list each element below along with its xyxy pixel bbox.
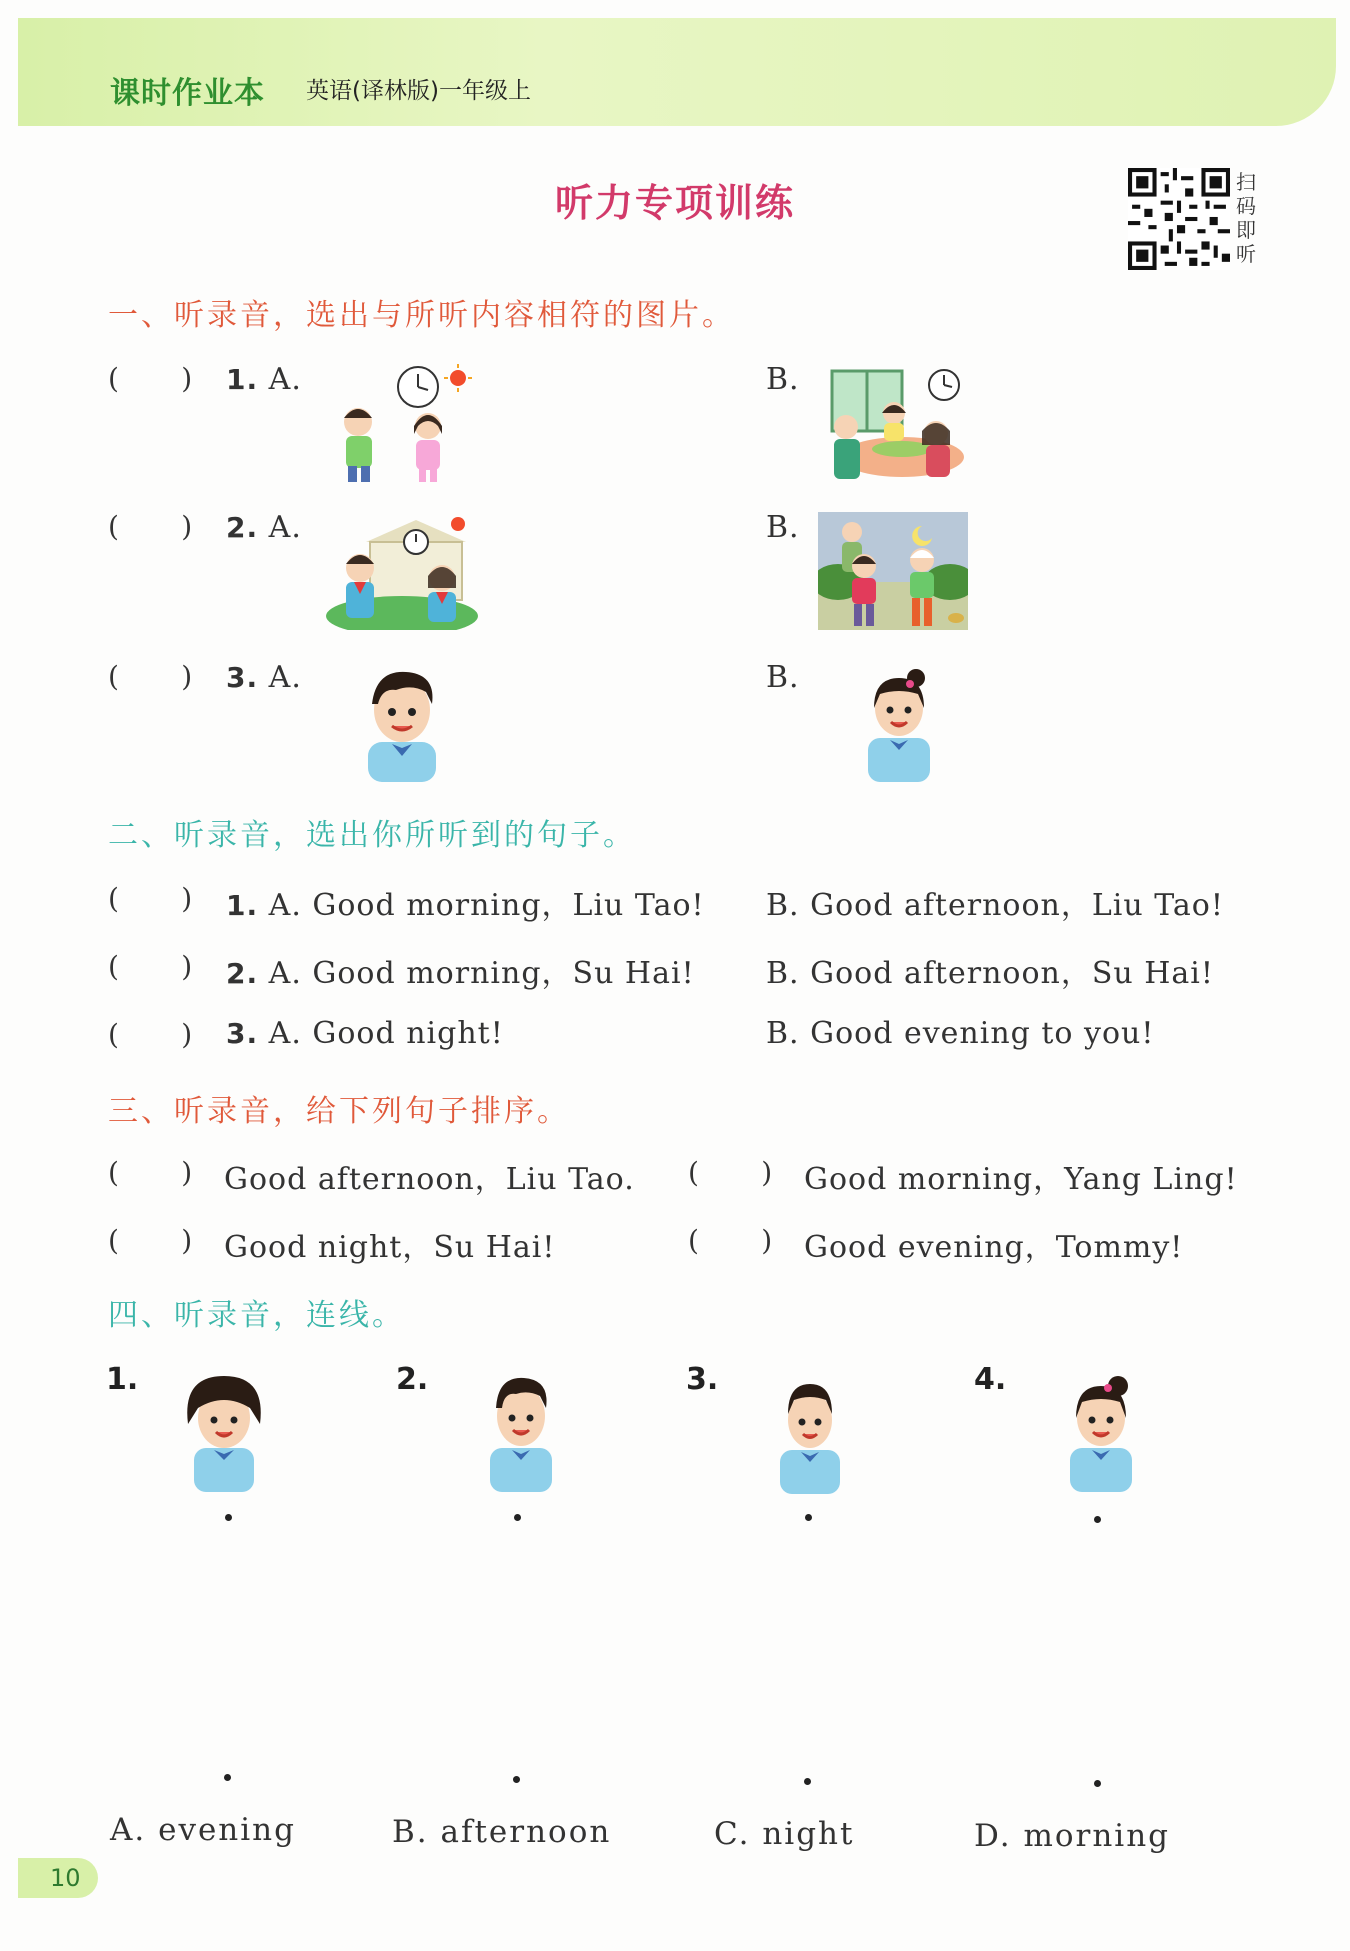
option-a-evening: A. evening bbox=[110, 1812, 296, 1848]
bottom-dot-d[interactable] bbox=[1094, 1780, 1101, 1787]
section2-heading: 二、听录音，选出你所听到的句子。 bbox=[108, 818, 636, 853]
s1-item-3-b-label: B. bbox=[766, 660, 800, 695]
girl-ponytail-image bbox=[1060, 1368, 1142, 1492]
morning-greeting-image bbox=[320, 360, 480, 485]
top-dot-1[interactable] bbox=[225, 1514, 232, 1521]
s2-item-2-b: B. Good afternoon，Su Hai! bbox=[766, 956, 1214, 991]
match-number-2: 2. bbox=[396, 1362, 429, 1397]
option-d-morning: D. morning bbox=[974, 1818, 1171, 1854]
s2-blank-1[interactable]: ( ) bbox=[108, 882, 193, 915]
s2-blank-2[interactable]: ( ) bbox=[108, 950, 193, 983]
bottom-dot-b[interactable] bbox=[513, 1776, 520, 1783]
girl-image bbox=[858, 664, 940, 782]
s1-item-1-b-label: B. bbox=[766, 362, 800, 397]
option-c-night: C. night bbox=[714, 1816, 855, 1852]
s3-sentence-4: Good evening，Tommy! bbox=[804, 1230, 1184, 1265]
answer-blank-2[interactable]: ( ) bbox=[108, 510, 193, 543]
s2-item-1-b: B. Good afternoon，Liu Tao! bbox=[766, 888, 1224, 923]
boy-image-2 bbox=[478, 1368, 564, 1492]
top-dot-2[interactable] bbox=[514, 1514, 521, 1521]
section1-heading: 一、听录音，选出与所听内容相符的图片。 bbox=[108, 298, 735, 333]
s2-item-3-a: 3. A. Good night! bbox=[226, 1016, 504, 1051]
s2-blank-3[interactable]: ( ) bbox=[108, 1018, 193, 1051]
s3-blank-1[interactable]: ( ) bbox=[108, 1156, 193, 1189]
bottom-dot-a[interactable] bbox=[224, 1774, 231, 1781]
top-dot-4[interactable] bbox=[1094, 1516, 1101, 1523]
s1-item-3-label: 3. A. bbox=[226, 660, 302, 695]
series-title: 课时作业本 bbox=[110, 76, 265, 111]
s3-sentence-2: Good morning，Yang Ling! bbox=[804, 1162, 1238, 1197]
option-b-afternoon: B. afternoon bbox=[392, 1814, 612, 1850]
evening-park-image bbox=[818, 512, 968, 630]
page-number: 10 bbox=[50, 1864, 81, 1892]
boy-image bbox=[352, 664, 452, 782]
s3-blank-3[interactable]: ( ) bbox=[108, 1224, 193, 1257]
s3-sentence-1: Good afternoon，Liu Tao. bbox=[224, 1162, 635, 1197]
qr-code-icon[interactable] bbox=[1128, 168, 1230, 270]
answer-blank-1[interactable]: ( ) bbox=[108, 362, 193, 395]
family-dinner-image bbox=[818, 365, 970, 483]
s3-blank-4[interactable]: ( ) bbox=[688, 1224, 773, 1257]
s2-item-3-b: B. Good evening to you! bbox=[766, 1016, 1155, 1051]
s1-item-2-label: 2. A. bbox=[226, 510, 302, 545]
match-number-3: 3. bbox=[686, 1362, 719, 1397]
school-morning-image bbox=[326, 512, 478, 630]
book-title: 英语(译林版)一年级上 bbox=[306, 78, 531, 104]
s1-item-2-b-label: B. bbox=[766, 510, 800, 545]
match-number-4: 4. bbox=[974, 1362, 1007, 1397]
page-number-tab bbox=[18, 1858, 98, 1898]
s3-blank-2[interactable]: ( ) bbox=[688, 1156, 773, 1189]
boy-short-hair-image bbox=[770, 1370, 850, 1494]
s3-sentence-3: Good night，Su Hai! bbox=[224, 1230, 556, 1265]
girl-short-hair-image bbox=[178, 1368, 270, 1492]
match-number-1: 1. bbox=[106, 1362, 139, 1397]
section3-heading: 三、听录音，给下列句子排序。 bbox=[108, 1094, 570, 1129]
s2-item-1-a: 1. A. Good morning，Liu Tao! bbox=[226, 888, 705, 923]
page-title: 听力专项训练 bbox=[554, 181, 795, 225]
section4-heading: 四、听录音，连线。 bbox=[108, 1298, 405, 1333]
s2-item-2-a: 2. A. Good morning，Su Hai! bbox=[226, 956, 695, 991]
scan-to-listen-label: 扫码即听 bbox=[1236, 170, 1256, 266]
top-dot-3[interactable] bbox=[805, 1514, 812, 1521]
s1-item-1-label: 1. A. bbox=[226, 362, 302, 397]
bottom-dot-c[interactable] bbox=[804, 1778, 811, 1785]
answer-blank-3[interactable]: ( ) bbox=[108, 660, 193, 693]
